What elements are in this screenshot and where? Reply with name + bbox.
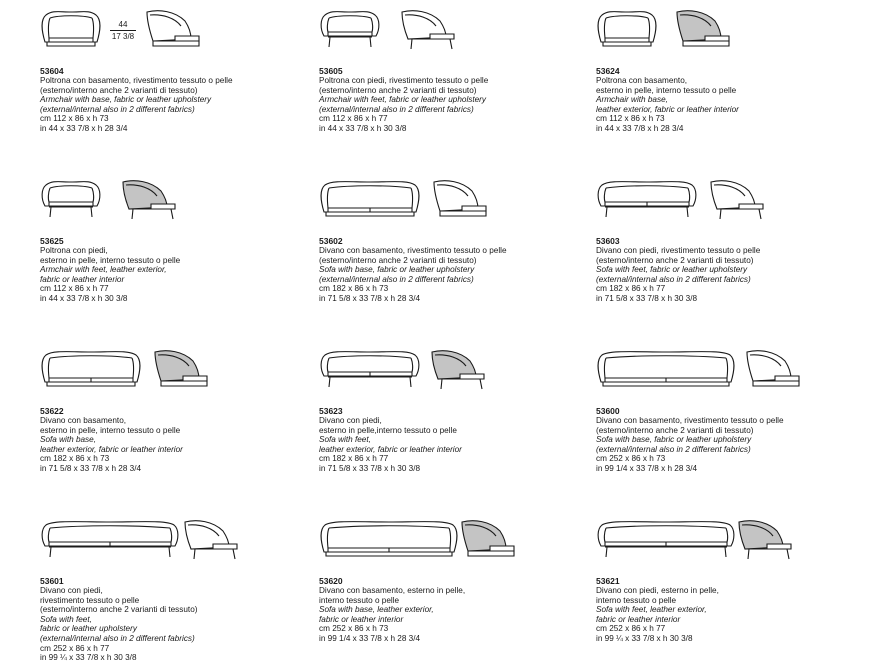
seat-cushion [49, 38, 93, 42]
description-line: in 71 5/8 x 33 7/8 x h 28 3/4 [40, 463, 142, 473]
arm-line-left [327, 18, 329, 32]
side-view-drawing [399, 8, 457, 52]
side-seat [775, 376, 799, 381]
product-entry [319, 178, 589, 304]
base-plinth [47, 382, 135, 386]
front-view-drawing [40, 348, 142, 390]
description-english: (external/internal also in 2 different fabrics) [596, 444, 751, 454]
description-line: in 44 x 33 7/8 x h 30 3/8 [319, 123, 407, 133]
description-line: Poltrona con piedi, rivestimento tessuto o pelle [319, 76, 489, 85]
leg-right [410, 377, 411, 387]
description-line: (esterno/interno anche 2 varianti di tessuto) [319, 255, 477, 265]
side-view [144, 8, 202, 57]
description-line: Divano con piedi, esterno in pelle, [596, 586, 719, 595]
product-code: 53620 [319, 576, 343, 586]
front-view [40, 8, 102, 55]
product-code: 53624 [596, 66, 620, 76]
arm-line-left [327, 528, 329, 548]
front-view-drawing [319, 348, 421, 390]
leg-right [687, 207, 688, 217]
description-english: leather exterior, fabric or leather interior [596, 104, 739, 114]
leg-right [725, 547, 726, 557]
description-english: Armchair with feet, leather exterior, [40, 265, 167, 275]
dimension-note [110, 20, 136, 41]
description-line: (esterno/interno anche 2 varianti di tessuto) [596, 425, 754, 435]
description-line: rivestimento tessuto o pelle [40, 595, 140, 605]
leg-left [329, 37, 330, 47]
product-code: 53601 [40, 576, 64, 586]
description-line: Poltrona con basamento, rivestimento tessuto o pelle [40, 76, 233, 85]
side-seat [151, 204, 175, 209]
product-code: 53600 [596, 406, 620, 416]
side-view [744, 348, 802, 397]
arm-line-left [48, 188, 50, 202]
seat-cushion [49, 202, 93, 206]
side-view [736, 518, 794, 567]
side-seat [767, 544, 791, 549]
side-view [120, 178, 178, 227]
product-entry [40, 8, 310, 134]
product-drawings [319, 8, 589, 64]
backrest-line [50, 356, 132, 358]
leg-left [50, 207, 51, 217]
arm-line-right [726, 528, 728, 542]
side-base [468, 551, 514, 556]
backrest-line [50, 16, 92, 18]
description-line: cm 182 x 86 x h 73 [40, 454, 110, 464]
description-line: cm 112 x 86 x h 73 [40, 114, 109, 124]
side-leg-back [720, 209, 721, 219]
side-seat [183, 376, 207, 381]
side-seat [460, 374, 484, 379]
product-code: 53621 [596, 576, 620, 586]
product-drawings [40, 8, 310, 64]
description-line: Divano con piedi, [40, 586, 103, 595]
dimension-bottom: 17 3/8 [111, 32, 135, 41]
product-code: 53622 [40, 406, 64, 416]
description-line: in 99 ¼ x 33 7/8 x h 30 3/8 [40, 653, 137, 663]
leg-left [329, 377, 330, 387]
product-drawings [596, 8, 866, 64]
backrest-line [606, 16, 648, 18]
front-view-drawing [40, 8, 102, 50]
description-line: esterno in pelle,interno tessuto o pelle [319, 425, 457, 435]
base-plinth [603, 382, 729, 386]
front-view [596, 8, 658, 55]
description-line: Poltrona con basamento, [596, 76, 688, 85]
product-code: 53625 [40, 236, 64, 246]
product-entry [596, 8, 866, 134]
product-drawings [319, 178, 589, 234]
side-leg-front [233, 549, 235, 559]
front-view [40, 178, 102, 225]
side-view [429, 348, 487, 397]
arm-line-left [604, 18, 606, 38]
backrest-line [329, 356, 411, 358]
side-view [431, 178, 489, 227]
side-leg-back [194, 549, 195, 559]
product-drawings [596, 518, 866, 574]
description-line: esterno in pelle, interno tessuto o pelle [596, 85, 737, 95]
side-leg-front [759, 209, 761, 219]
description-line: cm 252 x 86 x h 77 [596, 624, 666, 634]
side-leg-back [132, 209, 133, 219]
arm-line-right [411, 188, 413, 208]
front-view [40, 518, 180, 565]
front-view-drawing [596, 178, 698, 220]
description-english: Sofa with feet, [319, 435, 371, 445]
description-line: cm 252 x 86 x h 77 [40, 643, 110, 653]
product-drawings [40, 348, 310, 404]
side-leg-back [441, 379, 442, 389]
description-line: in 44 x 33 7/8 x h 30 3/8 [40, 293, 128, 303]
description-line: in 71 5/8 x 33 7/8 x h 30 3/8 [319, 463, 421, 473]
description-line: interno tessuto o pelle [319, 595, 400, 605]
description-english: leather exterior, fabric or leather interior [40, 444, 183, 454]
arm-line-right [132, 358, 134, 378]
description-line: cm 112 x 86 x h 73 [596, 114, 665, 124]
seat-cushion [605, 38, 649, 42]
description-english: Armchair with base, [596, 95, 668, 105]
description-line: cm 112 x 86 x h 77 [40, 284, 109, 294]
description-line: cm 182 x 86 x h 77 [319, 454, 389, 464]
description-line: (esterno/interno anche 2 varianti di tessuto) [319, 85, 477, 95]
description-english: Sofa with base, leather exterior, [319, 605, 434, 615]
side-view-drawing [120, 178, 178, 222]
side-view-drawing [674, 8, 732, 52]
side-leg-front [450, 39, 452, 49]
base-plinth [326, 212, 414, 216]
product-code: 53605 [319, 66, 343, 76]
description-line: interno tessuto o pelle [596, 595, 677, 605]
description-english: Sofa with feet, fabric or leather upholstery [596, 265, 748, 275]
arm-line-left [604, 188, 606, 202]
side-base [161, 381, 207, 386]
product-entry [40, 348, 310, 474]
arm-line-right [411, 358, 413, 372]
front-view-drawing [319, 518, 459, 560]
front-view-drawing [40, 178, 102, 220]
product-drawings [596, 348, 866, 404]
backrest-line [606, 526, 726, 528]
front-view-drawing [40, 518, 180, 560]
description-line: esterno in pelle, interno tessuto o pelle [40, 255, 181, 265]
side-leg-front [787, 549, 789, 559]
description-english: Sofa with base, fabric or leather upholstery [319, 265, 475, 275]
description-line: cm 112 x 86 x h 77 [319, 114, 388, 124]
product-code: 53603 [596, 236, 620, 246]
description-english: Sofa with base, fabric or leather upholstery [596, 435, 752, 445]
description-english: (external/internal also in 2 different fabrics) [40, 633, 195, 643]
front-view [596, 518, 736, 565]
side-seat [213, 544, 237, 549]
base-plinth [603, 42, 651, 46]
dimension-top: 44 [118, 20, 128, 29]
leg-right [370, 37, 371, 47]
front-view-drawing [319, 8, 381, 50]
backrest-line [606, 186, 688, 188]
arm-line-left [48, 18, 50, 38]
backrest-line [50, 526, 170, 528]
product-code: 53602 [319, 236, 343, 246]
description-english: fabric or leather interior [40, 274, 125, 284]
description-line: Divano con basamento, [40, 416, 127, 425]
product-drawings [319, 348, 589, 404]
leg-left [606, 207, 607, 217]
arm-line-left [327, 188, 329, 208]
side-seat [462, 206, 486, 211]
base-plinth [326, 552, 452, 556]
front-view-drawing [596, 518, 736, 560]
dimension-rule [110, 30, 136, 31]
leg-right [91, 207, 92, 217]
arm-line-right [371, 18, 373, 32]
side-seat [739, 204, 763, 209]
backrest-line [329, 16, 371, 18]
arm-line-right [92, 188, 94, 202]
description-english: (external/internal also in 2 different fabrics) [40, 104, 195, 114]
product-entry [319, 348, 589, 474]
backrest-line [50, 186, 92, 188]
product-drawings [596, 178, 866, 234]
description-english: Sofa with base, [40, 435, 96, 445]
arm-line-left [327, 358, 329, 372]
description-line: (esterno/interno anche 2 varianti di tessuto) [596, 255, 754, 265]
side-view-drawing [744, 348, 802, 392]
front-view [596, 178, 698, 225]
arm-line-left [48, 528, 50, 542]
side-seat [705, 36, 729, 41]
side-view-drawing [459, 518, 517, 562]
product-entry [596, 518, 866, 644]
side-view [708, 178, 766, 227]
front-view [319, 518, 459, 565]
arm-line-left [604, 528, 606, 542]
product-entry [596, 348, 866, 474]
backrest-line [606, 356, 726, 358]
description-line: Divano con piedi, rivestimento tessuto o pelle [596, 246, 761, 255]
description-english: (external/internal also in 2 different fabrics) [319, 104, 474, 114]
arm-line-right [449, 528, 451, 548]
description-line: in 71 5/8 x 33 7/8 x h 28 3/4 [319, 293, 421, 303]
description-line: in 44 x 33 7/8 x h 28 3/4 [40, 123, 128, 133]
side-view-drawing [429, 348, 487, 392]
description-line: Divano con piedi, [319, 416, 382, 425]
description-english: leather exterior, fabric or leather interior [319, 444, 462, 454]
side-base [683, 41, 729, 46]
front-view [319, 178, 421, 225]
product-entry [40, 518, 310, 663]
backrest-line [329, 526, 449, 528]
leg-left [50, 547, 51, 557]
description-line: Divano con basamento, esterno in pelle, [319, 586, 466, 595]
product-code: 53604 [40, 66, 64, 76]
side-base [753, 381, 799, 386]
product-drawings [40, 518, 310, 574]
product-entry [40, 178, 310, 304]
description-line: cm 252 x 86 x h 73 [596, 454, 666, 464]
arm-line-right [170, 528, 172, 542]
arm-line-left [604, 358, 606, 378]
front-view-drawing [319, 178, 421, 220]
side-seat [490, 546, 514, 551]
leg-left [606, 547, 607, 557]
description-english: fabric or leather interior [596, 614, 681, 624]
side-view-drawing [736, 518, 794, 562]
description-line: in 71 5/8 x 33 7/8 x h 30 3/8 [596, 293, 698, 303]
side-leg-back [411, 39, 412, 49]
side-view-drawing [431, 178, 489, 222]
product-entry [319, 8, 589, 134]
description-line: (esterno/interno anche 2 varianti di tessuto) [40, 605, 198, 615]
description-english: Armchair with feet, fabric or leather upholstery [319, 95, 487, 105]
product-drawings [319, 518, 589, 574]
description-line: in 99 ¼ x 33 7/8 x h 30 3/8 [596, 633, 693, 643]
side-view-drawing [708, 178, 766, 222]
side-view-drawing [182, 518, 240, 562]
side-view [182, 518, 240, 567]
arm-line-right [688, 188, 690, 202]
seat-cushion [328, 32, 372, 36]
side-leg-front [480, 379, 482, 389]
front-view-drawing [596, 8, 658, 50]
description-line: cm 182 x 86 x h 73 [319, 284, 389, 294]
description-english: Armchair with base, fabric or leather upholstery [40, 95, 212, 105]
base-plinth [47, 42, 95, 46]
description-english: Sofa with feet, [40, 614, 92, 624]
description-line: in 99 1/4 x 33 7/8 x h 28 3/4 [319, 633, 421, 643]
description-line: in 99 1/4 x 33 7/8 x h 28 3/4 [596, 463, 698, 473]
side-base [153, 41, 199, 46]
front-view-drawing [596, 348, 736, 390]
side-view [674, 8, 732, 57]
description-line: in 44 x 33 7/8 x h 28 3/4 [596, 123, 684, 133]
description-english: (external/internal also in 2 different fabrics) [319, 274, 474, 284]
description-english: Sofa with feet, leather exterior, [596, 605, 707, 615]
arm-line-left [48, 358, 50, 378]
product-code: 53623 [319, 406, 343, 416]
description-line: Divano con basamento, rivestimento tessuto o pelle [319, 246, 507, 255]
side-leg-back [748, 549, 749, 559]
arm-line-right [648, 18, 650, 38]
arm-line-right [92, 18, 94, 38]
description-line: cm 182 x 86 x h 77 [596, 284, 666, 294]
front-view [40, 348, 142, 395]
description-line: cm 252 x 86 x h 73 [319, 624, 389, 634]
description-english: fabric or leather upholstery [40, 624, 137, 634]
side-view [399, 8, 457, 57]
front-view [319, 8, 381, 55]
product-drawings [40, 178, 310, 234]
arm-line-right [726, 358, 728, 378]
description-line: esterno in pelle, interno tessuto o pelle [40, 425, 181, 435]
description-line: Divano con basamento, rivestimento tessuto o pelle [596, 416, 784, 425]
front-view [319, 348, 421, 395]
description-line: (esterno/interno anche 2 varianti di tessuto) [40, 85, 198, 95]
side-seat [430, 34, 454, 39]
leg-right [169, 547, 170, 557]
description-english: fabric or leather interior [319, 614, 404, 624]
side-view [152, 348, 210, 397]
side-view [459, 518, 517, 567]
side-view-drawing [144, 8, 202, 52]
front-view [596, 348, 736, 395]
product-entry [596, 178, 866, 304]
side-base [440, 211, 486, 216]
side-view-drawing [152, 348, 210, 392]
side-seat [175, 36, 199, 41]
side-leg-front [171, 209, 173, 219]
backrest-line [329, 186, 411, 188]
product-entry [319, 518, 589, 644]
description-line: Poltrona con piedi, [40, 246, 108, 255]
description-english: (external/internal also in 2 different fabrics) [596, 274, 751, 284]
